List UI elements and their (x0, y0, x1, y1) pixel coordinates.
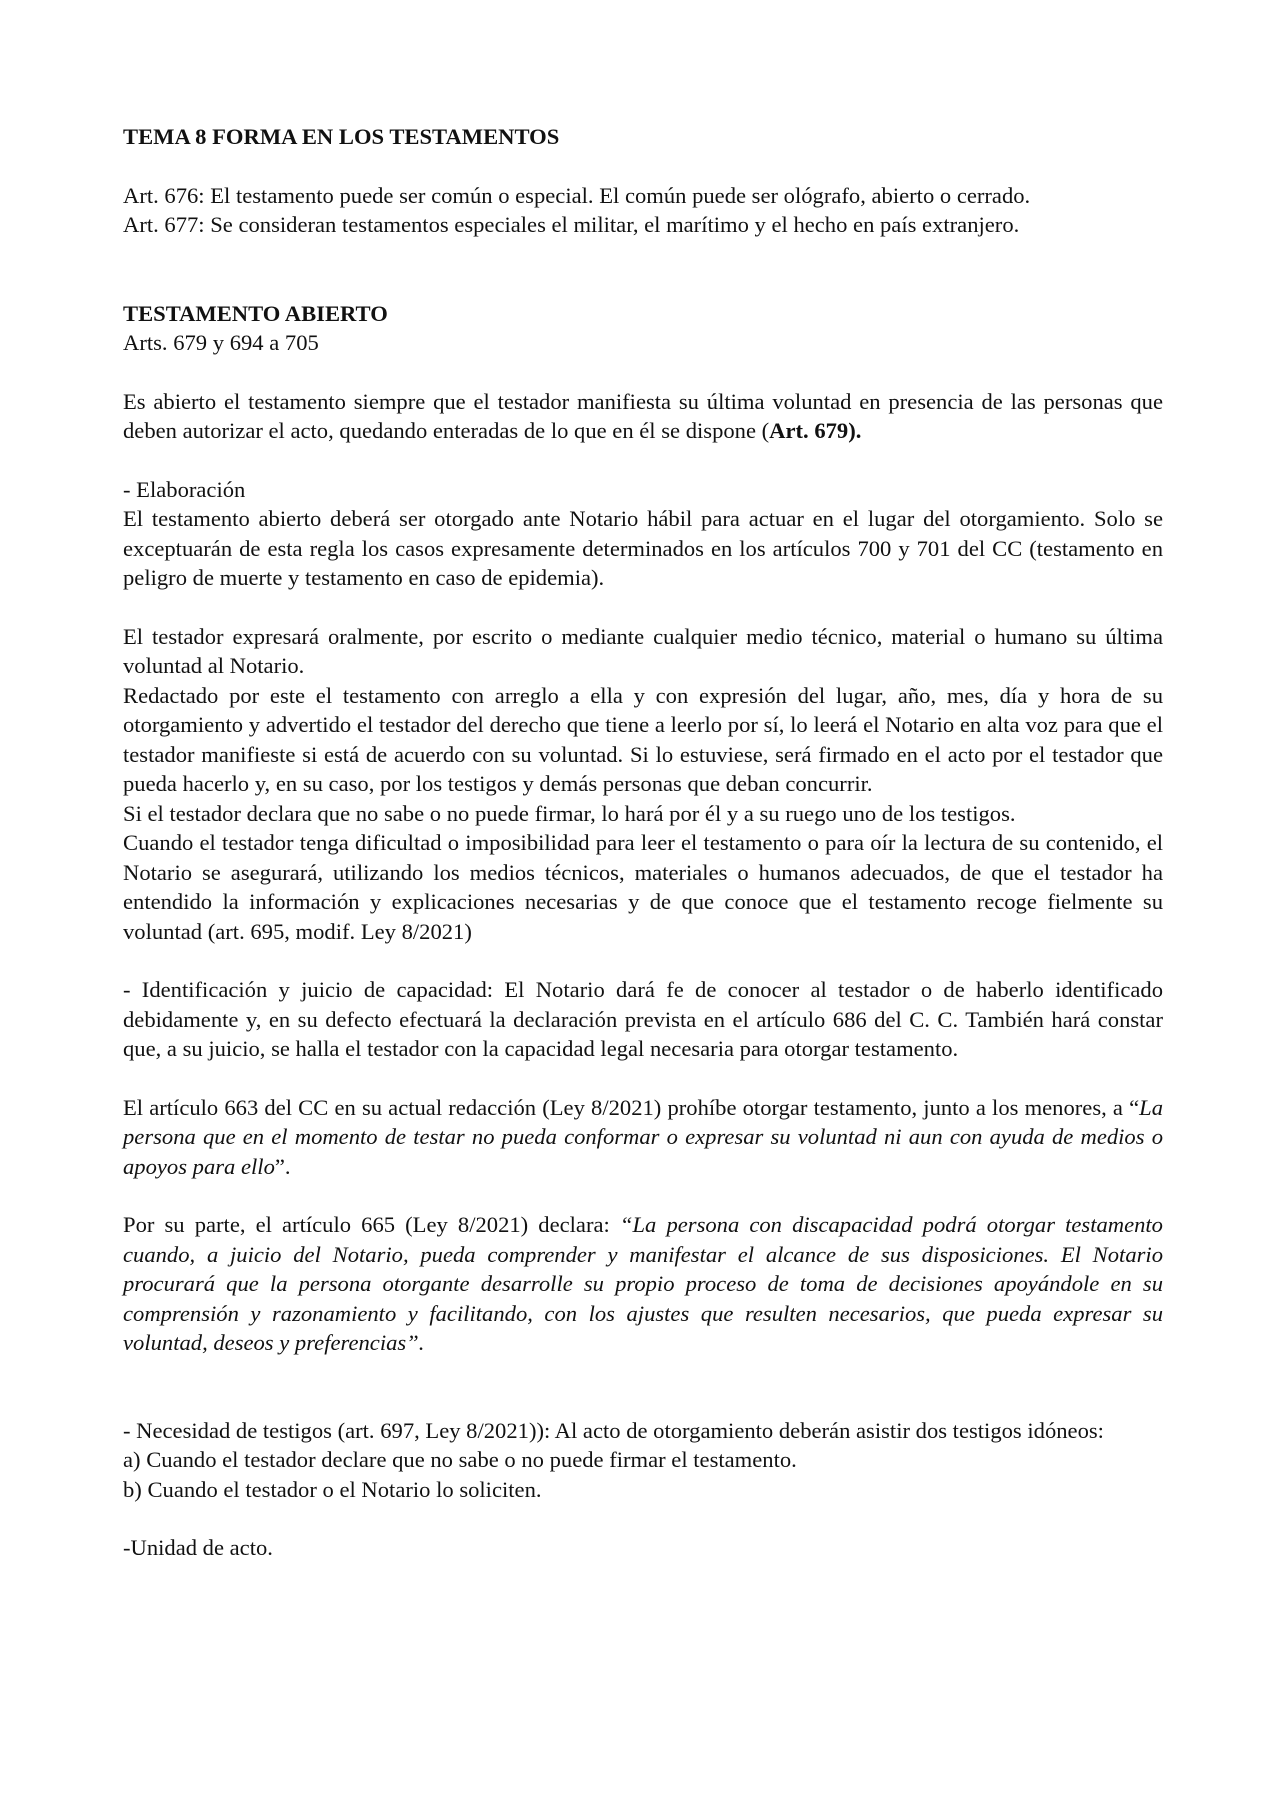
testigos-paragraph: - Necesidad de testigos (art. 697, Ley 8/2021)): Al acto de otorgamiento deberán asistir dos testigos idóneos: (123, 1417, 1104, 1443)
unidad-de-acto: -Unidad de acto. (123, 1535, 273, 1560)
article-663-end: ”. (274, 1153, 291, 1179)
definition-text: Es abierto el testamento siempre que el testador manifiesta su última voluntad en presencia de las personas que deben autorizar el acto, quedando enteradas de lo que en él se dispone ( (123, 388, 1163, 443)
document-title: TEMA 8 FORMA EN LOS TESTAMENTOS (123, 124, 560, 149)
identificacion-paragraph: - Identificación y juicio de capacidad: El Notario dará fe de conocer al testador o de haberlo identificado debidamente y, en su defecto efectuará la declaración prevista en el artículo 686 del C. C. También hará constar que, a su juicio, se halla el testador con la capacidad legal necesaria para otorgar testamento. (123, 977, 1163, 1061)
article-663-quote: La persona que en el momento de testar no pueda conformar o expresar su voluntad ni aun con ayuda de medios o apoyos para ello (123, 1094, 1163, 1179)
section-title: TESTAMENTO ABIERTO (123, 300, 388, 326)
article-677: Art. 677: Se consideran testamentos especiales el militar, el marítimo y el hecho en país extranjero. (123, 212, 1020, 237)
elaboracion-paragraph: El testamento abierto deberá ser otorgado ante Notario hábil para actuar en el lugar del otorgamiento. Solo se exceptuarán de esta regla los casos expresamente determinados en los artículos 700 y 701 del CC (testamento en peligro de muerte y testamento en caso de epidemia). (123, 506, 1163, 590)
testigos-item-a: a) Cuando el testador declare que no sabe o no puede firmar el testamento. (123, 1447, 797, 1472)
document-body (123, 122, 1163, 1563)
article-665-paragraph (123, 1210, 1163, 1358)
definition-reference: Art. 679). (769, 418, 862, 443)
expresion-paragraph-1: El testador expresará oralmente, por escrito o mediante cualquier medio técnico, material o humano su última voluntad al Notario. (123, 623, 1163, 678)
article-665-intro: Por su parte, el artículo 665 (Ley 8/2021) declara: (123, 1212, 620, 1237)
article-665-quote: “La persona con discapacidad podrá otorgar testamento cuando, a juicio del Notario, pueda comprender y manifestar el alcance de sus disposiciones. El Notario procurará que la persona otorgante desarrolle su propio proceso de toma de decisiones apoyándole en su comprensión y razonamiento y facilitando, con los ajustes que resulten necesarios, que pueda expresar su voluntad, deseos y preferencias”. (123, 1212, 1163, 1355)
testigos-item-b: b) Cuando el testador o el Notario lo soliciten. (123, 1476, 542, 1502)
article-663-paragraph (123, 1093, 1163, 1182)
definition-paragraph (123, 387, 1163, 446)
expresion-paragraph-2: Redactado por este el testamento con arreglo a ella y con expresión del lugar, año, mes, día y hora de su otorgamiento y advertido el testador del derecho que tiene a leerlo por sí, lo leerá el Notario en alta voz para que el testador manifieste si está de acuerdo con su voluntad. Si lo estuviese, será firmado en el acto por el testador que pueda hacerlo y, en su caso, por los testigos y demás personas que deban concurrir. (123, 682, 1163, 796)
expresion-paragraph-3: Si el testador declara que no sabe o no puede firmar, lo hará por él y a su ruego uno de los testigos. (123, 800, 1016, 826)
expresion-paragraph-4: Cuando el testador tenga dificultad o imposibilidad para leer el testamento o para oír la lectura de su contenido, el Notario se asegurará, utilizando los medios técnicos, materiales o humanos adecuados, de que el testador ha entendido la información y explicaciones necesarias y de que conoce que el testamento recoge fielmente su voluntad (art. 695, modif. Ley 8/2021) (123, 830, 1163, 944)
article-676: Art. 676: El testamento puede ser común o especial. El común puede ser ológrafo, abierto o cerrado. (123, 182, 1031, 208)
elaboracion-heading: - Elaboración (123, 476, 246, 502)
article-663-intro: El artículo 663 del CC en su actual redacción (Ley 8/2021) prohíbe otorgar testamento, junto a los menores, a “ (123, 1094, 1140, 1120)
section-articles: Arts. 679 y 694 a 705 (123, 330, 319, 355)
